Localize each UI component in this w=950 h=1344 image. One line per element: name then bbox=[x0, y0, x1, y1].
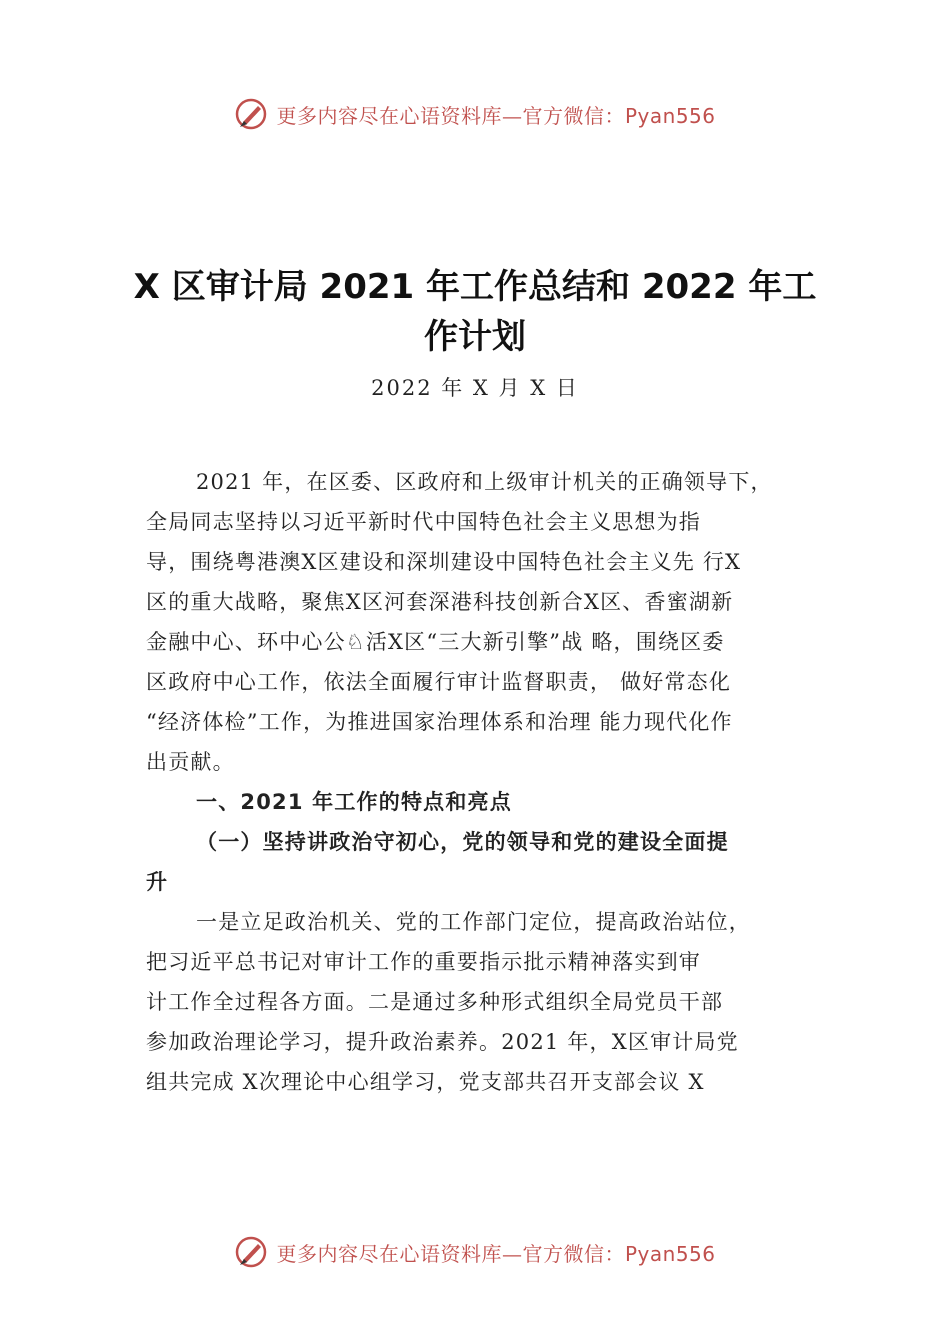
watermark-text: 更多内容尽在心语资料库—官方微信：Pyan556 bbox=[276, 1241, 716, 1266]
paragraph-line: 一是立足政治机关、党的工作部门定位，提高政治站位， bbox=[196, 910, 751, 934]
paragraph-line: “经济体检”工作，为推进国家治理体系和治理 能力现代化作 bbox=[146, 710, 733, 734]
paragraph-line: 把习近平总书记对审计工作的重要指示批示精神落实到审 bbox=[146, 950, 701, 974]
paragraph-line: 导，围绕粤港澳X区建设和深圳建设中国特色社会主义先 行X bbox=[146, 550, 742, 574]
document-title bbox=[130, 262, 820, 362]
pen-logo-icon bbox=[234, 1235, 268, 1269]
title-line: X 区审计局 2021 年工作总结和 2022 年工 bbox=[133, 267, 817, 307]
paragraph-line: 计工作全过程各方面。二是通过多种形式组织全局党员干部 bbox=[146, 990, 724, 1014]
watermark-banner-top bbox=[0, 94, 950, 134]
paragraph-line: 区政府中心工作，依法全面履行审计监督职责， 做好常态化 bbox=[146, 670, 732, 694]
subsection-heading: （一）坚持讲政治守初心，党的领导和党的建设全面提 bbox=[196, 829, 729, 854]
paragraph-line: 出贡献。 bbox=[146, 750, 235, 774]
paragraph-line: 金融中心、环中心公♘活X区“三大新引擎”战 略，围绕区委 bbox=[146, 630, 725, 654]
pen-logo-icon bbox=[234, 97, 268, 131]
paragraph-line: 组共完成 X次理论中心组学习，党支部共召开支部会议 X bbox=[146, 1070, 705, 1094]
paragraph-line: 2021 年，在区委、区政府和上级审计机关的正确领导下， bbox=[196, 470, 773, 494]
subsection-heading-cont: 升 bbox=[146, 869, 169, 894]
document-body bbox=[146, 462, 836, 1102]
paragraph-line: 区的重大战略，聚焦X区河套深港科技创新合X区、香蜜湖新 bbox=[146, 590, 734, 614]
document-date: 2022 年 X 月 X 日 bbox=[371, 376, 579, 400]
paragraph-line: 全局同志坚持以习近平新时代中国特色社会主义思想为指 bbox=[146, 510, 701, 534]
title-line: 作计划 bbox=[424, 317, 526, 357]
watermark-text: 更多内容尽在心语资料库—官方微信：Pyan556 bbox=[276, 103, 716, 128]
paragraph-line: 参加政治理论学习，提升政治素养。2021 年，X区审计局党 bbox=[146, 1030, 739, 1054]
section-heading: 一、2021 年工作的特点和亮点 bbox=[196, 790, 512, 814]
watermark-banner-bottom bbox=[0, 1232, 950, 1272]
